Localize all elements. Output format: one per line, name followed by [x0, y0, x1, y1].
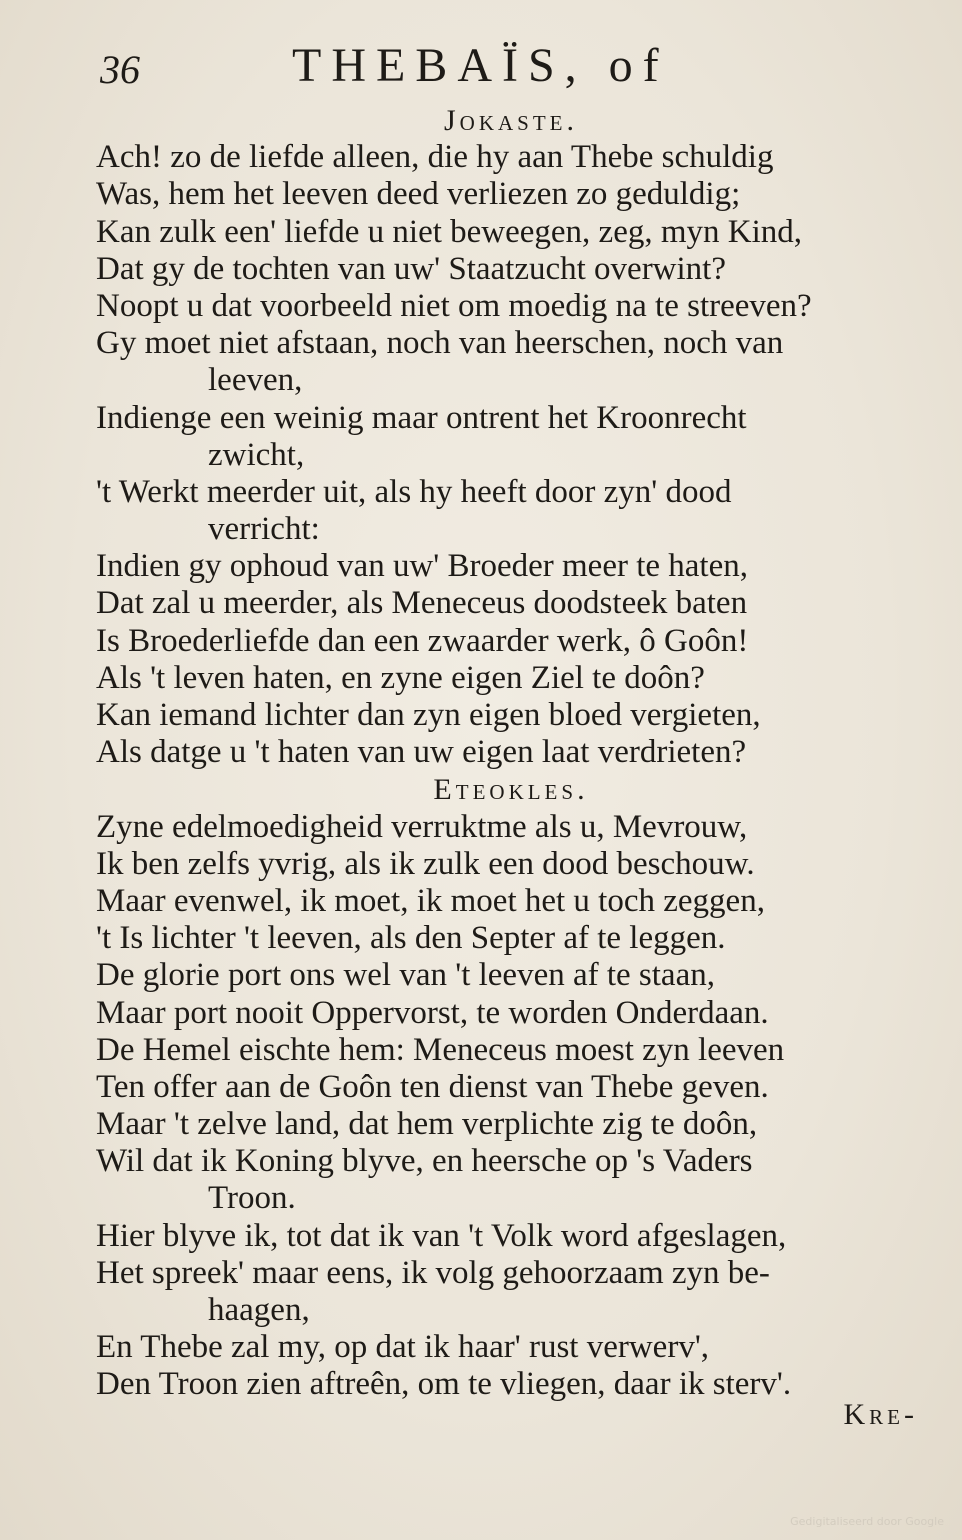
verse-line: Den Troon zien aftreên, om te vliegen, daar ik sterv'. [96, 1366, 792, 1403]
verse-line: Ten offer aan de Goôn ten dienst van Thebe geven. [96, 1068, 769, 1105]
verse-line: Dat gy de tochten van uw' Staatzucht overwint? [96, 250, 726, 287]
verse-line: De Hemel eischte hem: Meneceus moest zyn leeven [96, 1031, 785, 1068]
verse-line: Hier blyve ik, tot dat ik van 't Volk word afgeslagen, [96, 1217, 787, 1254]
verse-line: Zyne edelmoedigheid verruktme als u, Mevrouw, [96, 808, 748, 845]
running-title: THEBAÏS, of [292, 39, 669, 92]
verse-line: Als 't leven haten, en zyne eigen Ziel te doôn? [96, 659, 705, 696]
verse-line: Kan zulk een' liefde u niet beweegen, zeg, myn Kind, [96, 213, 803, 250]
verse-line: Kan iemand lichter dan zyn eigen bloed vergieten, [96, 697, 761, 733]
verse-line: Ik ben zelfs yvrig, als ik zulk een dood beschouw. [96, 845, 755, 882]
speaker-name: Eteokles. [433, 773, 589, 807]
verse-line-continuation: Troon. [208, 1180, 296, 1217]
verse-text [96, 102, 926, 1404]
verse-line-continuation: verricht: [208, 511, 320, 548]
verse-line: Als datge u 't haten van uw eigen laat verdrieten? [96, 734, 747, 771]
verse-line: Maar evenwel, ik moet, ik moet het u toch zeggen, [96, 882, 765, 919]
verse-line: Is Broederliefde dan een zwaarder werk, ô Goôn! [96, 622, 749, 659]
verse-line: Indien gy ophoud van uw' Broeder meer te haten, [96, 548, 748, 585]
verse-line: En Thebe zal my, op dat ik haar' rust verwerv', [96, 1329, 710, 1366]
page-number: 36 [100, 47, 140, 92]
verse-line-continuation: leeven, [208, 362, 303, 399]
catchword: Kre- [843, 1398, 918, 1431]
verse-line: Gy moet niet afstaan, noch van heerschen, noch van [96, 325, 784, 362]
verse-line: Wil dat ik Koning blyve, en heersche op 's Vaders [96, 1143, 753, 1180]
verse-line-continuation: haagen, [208, 1292, 310, 1328]
verse-line-continuation: zwicht, [208, 436, 305, 473]
verse-line: Indienge een weinig maar ontrent het Kroonrecht [96, 399, 747, 436]
verse-line: 't Werkt meerder uit, als hy heeft door zyn' dood [96, 473, 732, 510]
verse-line: 't Is lichter 't leeven, als den Septer af te leggen. [96, 920, 726, 957]
verse-line: De glorie port ons wel van 't leeven af te staan, [96, 957, 715, 994]
verse-line: Ach! zo de liefde alleen, die hy aan Thebe schuldig [96, 139, 774, 176]
verse-line: Maar port nooit Oppervorst, te worden Onderdaan. [96, 994, 769, 1031]
verse-line: Maar 't zelve land, dat hem verplichte zig te doôn, [96, 1106, 758, 1143]
verse-line: Dat zal u meerder, als Meneceus doodsteek baten [96, 585, 748, 622]
speaker-name: Jokaste. [443, 104, 578, 137]
page-header [100, 38, 860, 98]
verse-line: Het spreek' maar eens, ik volg gehoorzaam zyn be- [96, 1254, 770, 1291]
verse-line: Noopt u dat voorbeeld niet om moedig na te streeven? [96, 287, 812, 324]
verse-line: Was, hem het leeven deed verliezen zo geduldig; [96, 176, 741, 213]
digitization-watermark: Gedigitaliseerd door Google [790, 1515, 944, 1528]
